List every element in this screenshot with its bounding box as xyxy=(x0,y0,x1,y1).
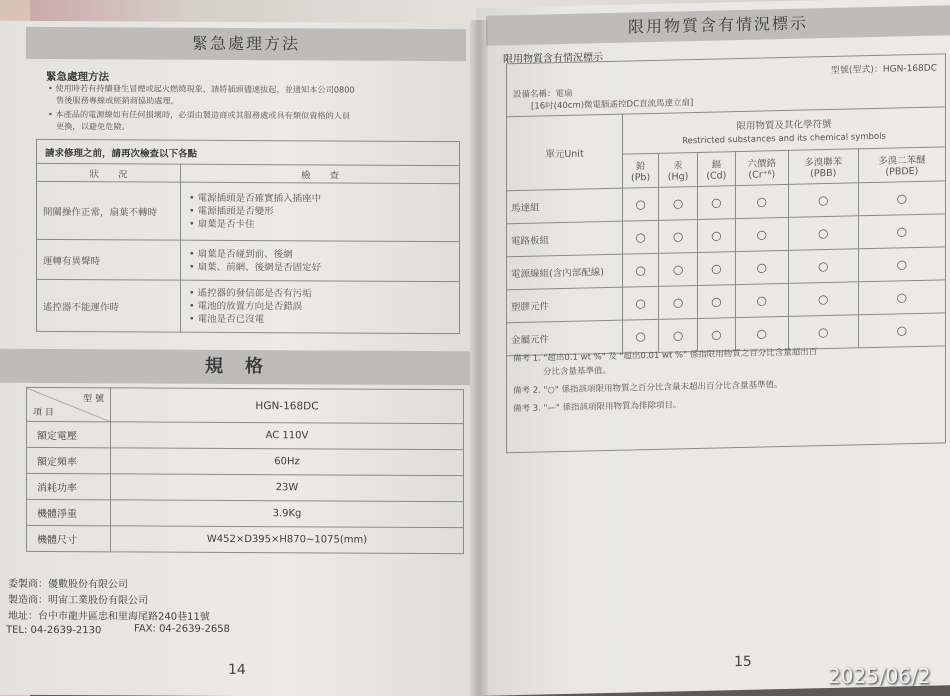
mark-cell xyxy=(788,183,858,218)
substance-name: 汞 xyxy=(673,160,683,172)
checklist-table xyxy=(36,139,460,334)
compliance-mark: ○ xyxy=(635,197,646,212)
unit-label: 馬達組 xyxy=(507,188,623,224)
checklist-status: 開關操作正常，扇葉不轉時 xyxy=(37,181,181,240)
emergency-bullet-2a: • 本產品的電源線如有任何損壞時，必須由製造商或其服務處或具有類似資格的人員 xyxy=(48,108,351,121)
checklist-check-item: • 電源插頭是否確實插入插座中 xyxy=(189,192,322,205)
checklist-checks xyxy=(181,240,460,281)
emergency-bullet-1a: • 使用時若有持續發生冒煙或起火燃燒現象，請將插頭儘速拔起，並通知本公司0800 xyxy=(48,82,355,95)
company-fax: FAX: 04-2639-2658 xyxy=(134,623,230,635)
checklist-check-item: • 電池是否已沒電 xyxy=(189,313,265,326)
note-3: 備考 3. "—" 係指該項限用物質為排除項目。 xyxy=(513,400,682,415)
spec-label: 額定電壓 xyxy=(27,421,111,447)
compliance-mark: ○ xyxy=(818,292,829,307)
compliance-mark: ○ xyxy=(635,296,646,311)
mark-cell xyxy=(788,282,858,317)
spec-banner xyxy=(0,349,470,385)
checklist-check-item: • 扇葉是否碰到前、後網 xyxy=(189,248,293,260)
mark-cell xyxy=(697,219,735,253)
substance-header-cell xyxy=(623,153,659,188)
mark-cell xyxy=(735,283,788,317)
mark-cell xyxy=(858,313,945,348)
substance-header-cell xyxy=(697,152,735,187)
compliance-mark: ○ xyxy=(756,326,767,341)
restricted-banner xyxy=(486,5,950,46)
spec-value: 60Hz xyxy=(111,448,464,476)
compliance-mark: ○ xyxy=(711,261,722,276)
mark-cell xyxy=(659,252,698,286)
spec-header-item: 項 目 xyxy=(33,407,54,419)
mark-cell xyxy=(858,247,945,282)
spec-label: 消耗功率 xyxy=(27,473,111,499)
mark-cell xyxy=(697,252,735,286)
checklist-status: 運轉有異聲時 xyxy=(37,239,181,280)
spec-value: W452×D395×H870~1075(mm) xyxy=(111,526,464,554)
substance-name: 鉛 xyxy=(635,161,646,173)
mark-cell xyxy=(858,280,945,315)
spec-value: 23W xyxy=(111,474,464,502)
checklist-col-status: 狀 況 xyxy=(37,163,181,182)
spec-row xyxy=(27,473,464,501)
note-1b: 分比含量基準值。 xyxy=(543,365,612,378)
compliance-mark: ○ xyxy=(672,229,684,244)
spec-label: 機體淨重 xyxy=(27,499,111,525)
substance-header-cell xyxy=(788,149,858,185)
checklist-header: 請求修理之前，請再次檢查以下各點 xyxy=(37,139,460,165)
emergency-heading: 緊急處理方法 xyxy=(46,70,109,84)
spec-row xyxy=(27,499,464,527)
restricted-box xyxy=(503,52,946,453)
spec-banner-title: 規 格 xyxy=(205,355,265,378)
checklist-col-check: 檢 查 xyxy=(181,164,460,183)
checklist-checks xyxy=(181,280,460,333)
mark-cell xyxy=(659,186,698,220)
compliance-mark: ○ xyxy=(818,226,829,241)
substances-header-zh: 限用物質及其化學符號 xyxy=(736,118,832,133)
substance-name: 多溴聯苯 xyxy=(804,156,843,169)
emergency-bullet-1b: 售後服務專線或經銷商協助處理。 xyxy=(56,95,179,106)
compliance-mark: ○ xyxy=(635,329,646,344)
device-name-1: 設備名稱：電扇 xyxy=(513,88,573,101)
checklist-row xyxy=(37,181,460,241)
unit-label: 塑膠元件 xyxy=(507,287,623,323)
compliance-mark: ○ xyxy=(818,193,829,208)
spec-row xyxy=(27,525,464,553)
substance-symbol: (Hg) xyxy=(667,171,689,183)
compliance-mark: ○ xyxy=(672,262,684,277)
restricted-table xyxy=(506,106,946,356)
substance-name: 多溴二苯醚 xyxy=(878,154,926,167)
mark-cell xyxy=(735,184,788,218)
emergency-banner xyxy=(26,27,466,61)
checklist-check-item: • 電源插頭是否變形 xyxy=(189,205,274,218)
compliance-mark: ○ xyxy=(672,196,684,211)
compliance-mark: ○ xyxy=(896,191,908,206)
mark-cell xyxy=(659,219,698,253)
substance-symbol: (Cd) xyxy=(706,170,727,182)
company-commissioner: 委製商：優數股份有限公司 xyxy=(8,578,128,591)
spec-label: 額定頻率 xyxy=(27,447,111,473)
compliance-mark: ○ xyxy=(896,290,908,305)
emergency-bullet-2b: 更換，以避免危險。 xyxy=(56,121,130,132)
compliance-mark: ○ xyxy=(818,325,829,340)
mark-cell xyxy=(697,285,735,319)
compliance-mark: ○ xyxy=(756,260,767,275)
compliance-mark: ○ xyxy=(711,195,722,210)
left-page xyxy=(0,21,482,696)
compliance-mark: ○ xyxy=(756,194,767,209)
restricted-banner-title: 限用物質含有情況標示 xyxy=(627,13,808,37)
spec-row xyxy=(27,447,464,475)
spec-table xyxy=(26,387,464,554)
compliance-mark: ○ xyxy=(756,293,767,308)
company-manufacturer: 製造商：明宙工業股份有限公司 xyxy=(8,594,148,607)
checklist-check-item: • 扇葉、前網、後網是否固定好 xyxy=(189,261,322,273)
checklist-status: 遙控器不能運作時 xyxy=(37,279,181,332)
spec-header-model: 型 號 xyxy=(83,394,104,405)
substance-name: 六價鉻 xyxy=(747,158,777,170)
compliance-mark: ○ xyxy=(756,227,767,242)
mark-cell xyxy=(735,217,788,251)
mark-cell xyxy=(623,253,659,287)
compliance-mark: ○ xyxy=(672,328,684,343)
compliance-mark: ○ xyxy=(711,294,722,309)
page-number-left: 14 xyxy=(228,661,246,679)
mark-cell xyxy=(735,250,788,284)
company-address: 地址：台中市龍井區忠和里海尾路240巷11號 xyxy=(8,610,210,623)
restricted-section-title: 限用物質含有情況標示 xyxy=(503,52,603,66)
spec-label: 機體尺寸 xyxy=(27,525,111,551)
spec-header-cell xyxy=(27,387,111,421)
checklist-row xyxy=(37,279,460,333)
checklist-checks xyxy=(181,182,460,241)
mark-cell xyxy=(858,214,945,249)
spec-value: AC 110V xyxy=(111,422,464,450)
mark-cell xyxy=(858,181,945,216)
substance-header-cell xyxy=(858,147,945,183)
compliance-mark: ○ xyxy=(896,323,908,338)
spec-model: HGN-168DC xyxy=(111,388,464,424)
note-2: 備考 2. "○" 係指該項限用物質之百分比含量未超出百分比含量基準值。 xyxy=(513,380,783,397)
note-1a: 備考 1. "超出0.1 wt %" 及 "超出0.01 wt %" 係指限用物質之百分比含量超出百 xyxy=(513,347,818,365)
mark-cell xyxy=(788,315,858,350)
unit-header: 單元Unit xyxy=(507,114,623,191)
book-spine xyxy=(470,20,488,696)
page-number-right: 15 xyxy=(734,653,752,671)
substance-name: 鎘 xyxy=(711,159,722,171)
photo-timestamp: 2025/06/2 xyxy=(828,664,931,688)
mark-cell xyxy=(697,186,735,220)
company-tel: TEL: 04-2639-2130 xyxy=(6,624,102,637)
spec-value: 3.9Kg xyxy=(111,500,464,528)
substance-symbol: (Cr⁺⁶) xyxy=(748,169,776,181)
compliance-mark: ○ xyxy=(635,230,646,245)
emergency-banner-title: 緊急處理方法 xyxy=(191,33,300,54)
mark-cell xyxy=(788,249,858,284)
compliance-mark: ○ xyxy=(672,295,684,310)
substance-symbol: (PBDE) xyxy=(885,165,919,178)
substance-symbol: (Pb) xyxy=(631,172,651,184)
substances-header-en: Restricted substances and its chemical symbols xyxy=(682,131,886,147)
unit-label: 金屬元件 xyxy=(507,320,623,356)
compliance-mark: ○ xyxy=(896,257,908,272)
model-line: 型號(型式)：HGN-168DC xyxy=(830,63,937,76)
checklist-check-item: • 遙控器的發信部是否有污垢 xyxy=(189,287,312,300)
compliance-mark: ○ xyxy=(635,263,646,278)
mark-cell xyxy=(623,286,659,320)
unit-rows xyxy=(507,181,946,356)
right-page xyxy=(476,0,950,696)
checklist-check-item: • 扇葉是否卡住 xyxy=(189,218,255,231)
checklist-row xyxy=(37,239,460,281)
compliance-mark: ○ xyxy=(711,327,722,342)
device-name-2: [16吋(40cm)微電腦遙控DC直流馬達立扇] xyxy=(531,98,694,112)
spec-row xyxy=(27,421,464,449)
mark-cell xyxy=(623,187,659,221)
mark-cell xyxy=(659,285,698,319)
substance-header-cell xyxy=(659,152,698,187)
mark-cell xyxy=(788,216,858,251)
substance-header-cell xyxy=(735,150,788,185)
substance-symbol: (PBB) xyxy=(810,167,837,180)
checklist-check-item: • 電池的放置方向是否錯誤 xyxy=(189,300,303,313)
unit-label: 電路板組 xyxy=(507,221,623,257)
compliance-mark: ○ xyxy=(896,224,908,239)
compliance-mark: ○ xyxy=(818,259,829,274)
unit-label: 電源線組(含內部配線) xyxy=(507,254,623,290)
mark-cell xyxy=(623,220,659,254)
compliance-mark: ○ xyxy=(711,228,722,243)
